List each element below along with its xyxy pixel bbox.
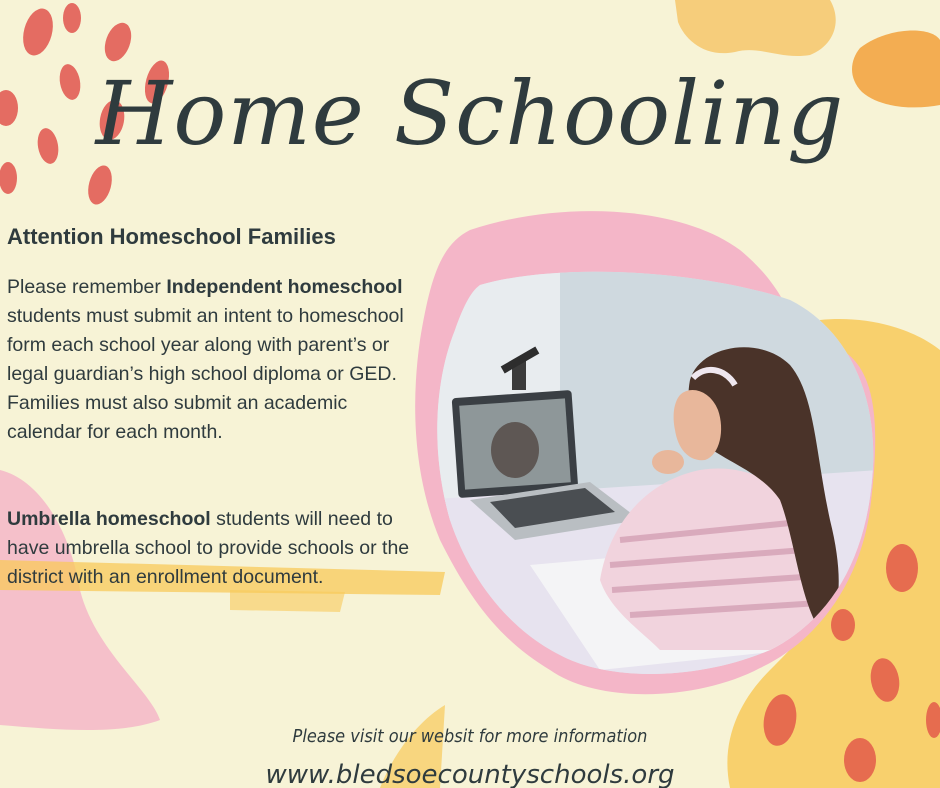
umbrella-homeschool-label: Umbrella homeschool: [7, 508, 211, 530]
independent-homeschool-paragraph: [7, 273, 422, 447]
yellow-stroke-tail: [230, 590, 345, 612]
paragraph-body: students will need to have umbrella school to provide schools or the district with an enrollment document.: [7, 508, 410, 588]
website-link[interactable]: www.bledsoecountyschools.org: [265, 760, 675, 788]
umbrella-homeschool-paragraph: [7, 505, 422, 592]
section-heading: Attention Homeschool Families: [7, 224, 336, 249]
independent-homeschool-label: Independent homeschool: [166, 276, 403, 298]
paragraph-intro: Please remember: [7, 276, 167, 298]
page-title: Home Schooling: [95, 62, 845, 165]
orange-blob-top: [675, 0, 836, 56]
footer-note: Please visit our websit for more information: [292, 726, 648, 747]
paragraph-body: students must submit an intent to homeschool form each school year along with parent’s or legal guardian’s high school diploma or GED. Families must also submit an academic calendar for each month.: [7, 305, 404, 443]
